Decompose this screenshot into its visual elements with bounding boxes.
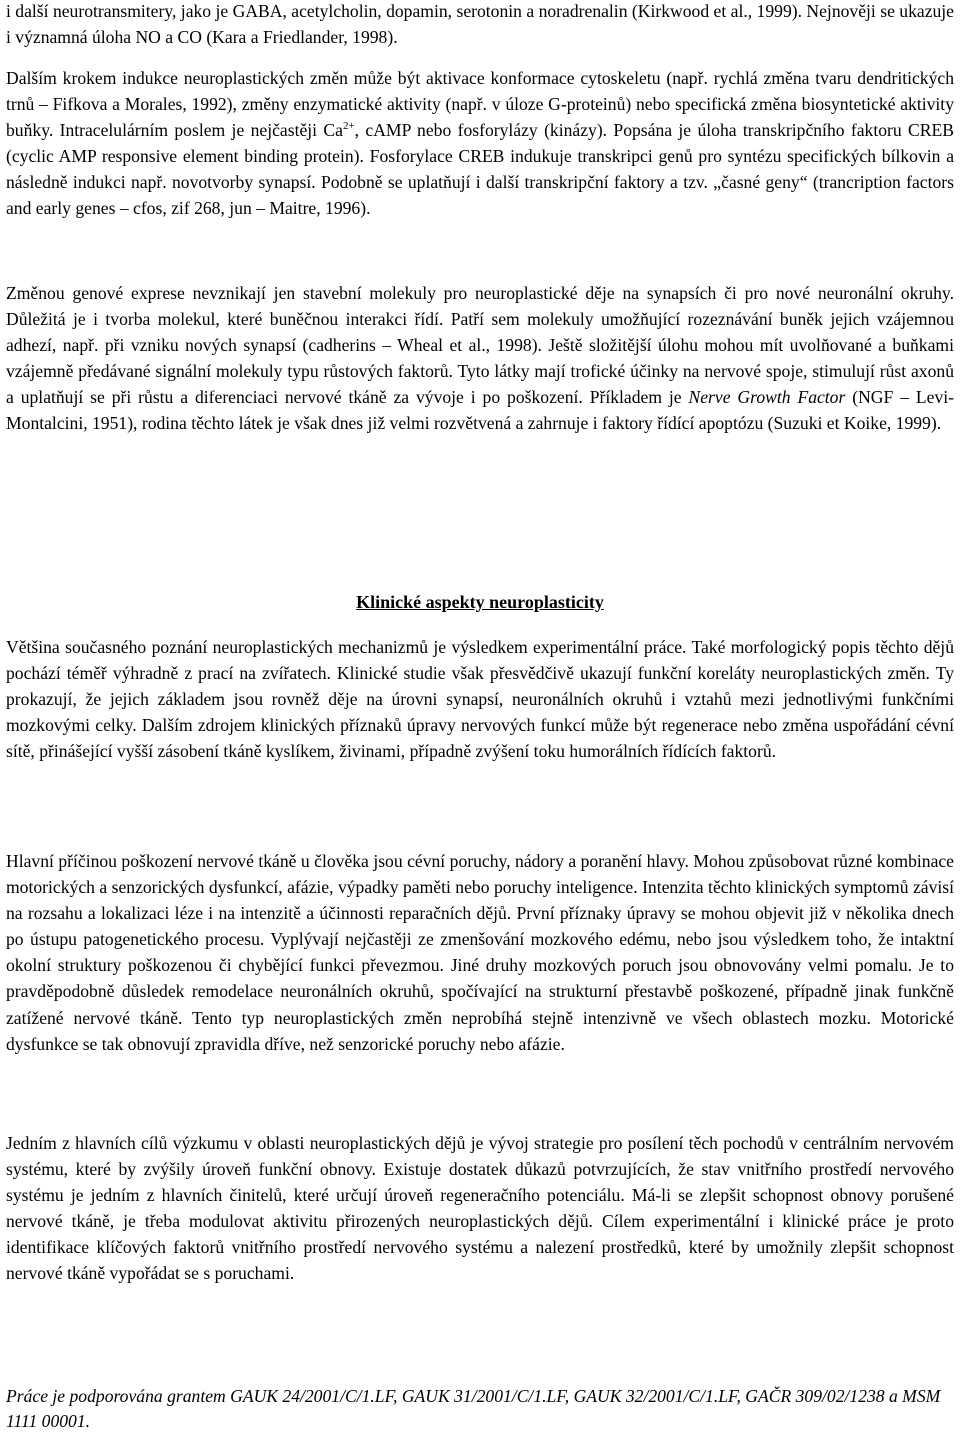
paragraph-cytoskeleton-text-b: , cAMP nebo fosforylázy (kinázy). Popsána je úloha transkripčního faktoru CREB (cyclic AMP responsive element binding protein). Fosforylace CREB indukuje transkripci genů pro syntézu specifických bílkovin a následně indukci např. novotvorby synapsí. Podobně se uplatňují i další transkripční faktory a tzv. „časné geny“ (trancription factors and early genes – cfos, zif 268, jun – Maitre, 1996). [6,120,954,219]
nerve-growth-factor-term: Nerve Growth Factor [688,387,846,408]
paragraph-damage-causes: Hlavní příčinou poškození nervové tkáně u člověka jsou cévní poruchy, nádory a poranění hlavy. Mohou způsobovat různé kombinace motorických a senzorických dysfunkcí, afázie, výpadky paměti nebo poruchy inteligence. Intenzita těchto klinických symptomů závisí na rozsahu a lokalizaci léze i na intenzitě a účinnosti reparačních dějů. První příznaky úpravy se mohou objevit již v několika dnech po ústupu patogenetického procesu. Vyplývají nejčastěji ze zmenšování mozkového edému, nebo jsou výsledkem toho, že intaktní okolní struktury poškozenou či chybějící funkci převezmou. Jiné druhy mozkových poruch jsou obnovovány velmi pomalu. Je to pravděpodobně důsledek remodelace neuronálních okruhů, spočívající na strukturní přestavbě poškozené, případně jinak funkčně zatížené nervové tkáně. Tento typ neuroplastických změn neprobíhá stejně intenzivně ve všech oblastech mozku. Motorické dysfunkce se tak obnovují zpravidla dříve, než senzorické poruchy nebo afázie. [6,851,954,1054]
grant-footnote: Práce je podporována grantem GAUK 24/2001/C/1.LF, GAUK 31/2001/C/1.LF, GAUK 32/2001/C/1.LF, GAČR 309/02/1238 a MSM 1111 00001. [6,1386,941,1431]
paragraph-cytoskeleton-text-a: Dalším krokem indukce neuroplastických změn může být aktivace konformace cytoskeletu (např. rychlá změna tvaru dendritických trnů – Fifkova a Morales, 1992), změny enzymatické aktivity (např. v úloze G-proteinů) nebo specifická změna biosyntetické aktivity buňky. Intracelulárním poslem je nejčastěji Ca [6,68,954,141]
paragraph-gene-expression-text-a: Změnou genové exprese nevznikají jen stavební molekuly pro neuroplastické děje na synapsích či pro nové neuronální okruhy. Důležitá je i tvorba molekul, které buněčnou interakci řídí. Patří sem molekuly umožňující rozeznávání buněk jejich vzájemnou adhezí, např. při vzniku nových synapsí (cadherins – Wheal et al., 1998). Ještě složitější úlohu mohou mít uvolňované a buňkami vzájemně předávané signální molekuly typu růstových faktorů. Tyto látky mají trofické účinky na nervové spoje, stimulují růst axonů a uplatňují se při růstu a diferenciaci nervové tkáně za vývoje i po poškození. Příkladem je [6,283,954,408]
paragraph-research-goals: Jedním z hlavních cílů výzkumu v oblasti neuroplastických dějů je vývoj strategie pro posílení těch pochodů v centrálním nervovém systému, které by zvýšily úroveň funkční obnovy. Existuje dostatek důkazů potvrzujících, že stav vnitřního prostředí nervového systému je jedním z hlavních činitelů, které určují úroveň regeneračního potenciálu. Má-li se zlepšit schopnost obnovy porušené nervové tkáně, je třeba modulovat aktivitu přirozených neuroplastických dějů. Cílem experimentální i klinické práce je proto identifikace klíčových faktorů vnitřního prostředí nervového systému a nalezení prostředků, které by umožnily zlepšit schopnost nervové tkáně vypořádat se s poruchami. [6,1133,954,1284]
section-heading: Klinické aspekty neuroplasticity [356,592,604,612]
paragraph-intro: i další neurotransmitery, jako je GABA, acetylcholin, dopamin, serotonin a noradrenalin (Kirkwood et al., 1999). Nejnověji se ukazuje i významná úloha NO a CO (Kara a Friedlander, 1998). [6,1,954,48]
paragraph-gene-expression-text-b: (NGF – Levi-Montalcini, 1951), rodina těchto látek je však dnes již velmi rozvětvená a zahrnuje i faktory řídící apoptózu (Suzuki et Koike, 1999). [6,387,955,434]
paragraph-cytoskeleton [6,65,954,222]
paragraph-clinical-overview: Většina současného poznání neuroplastických mechanizmů je výsledkem experimentální práce. Také morfologický popis těchto dějů pochází téměř výhradně z prací na zvířatech. Klinické studie však přesvědčivě ukazují funkční koreláty neuroplastických změn. Ty prokazují, že jejich základem jsou rovněž děje na úrovni synapsí, neuronálních okruhů i vztahů mezi jednotlivými funkčními mozkovými celky. Dalším zdrojem klinických příznaků úpravy nervových funkcí může být regenerace nebo změna uspořádání cévní sítě, přinášející vyšší zásobení tkáně kyslíkem, živinami, případně zvýšení toku humorálních řídících faktorů. [6,637,954,762]
paragraph-gene-expression [6,280,954,437]
calcium-superscript: 2+ [342,120,355,133]
